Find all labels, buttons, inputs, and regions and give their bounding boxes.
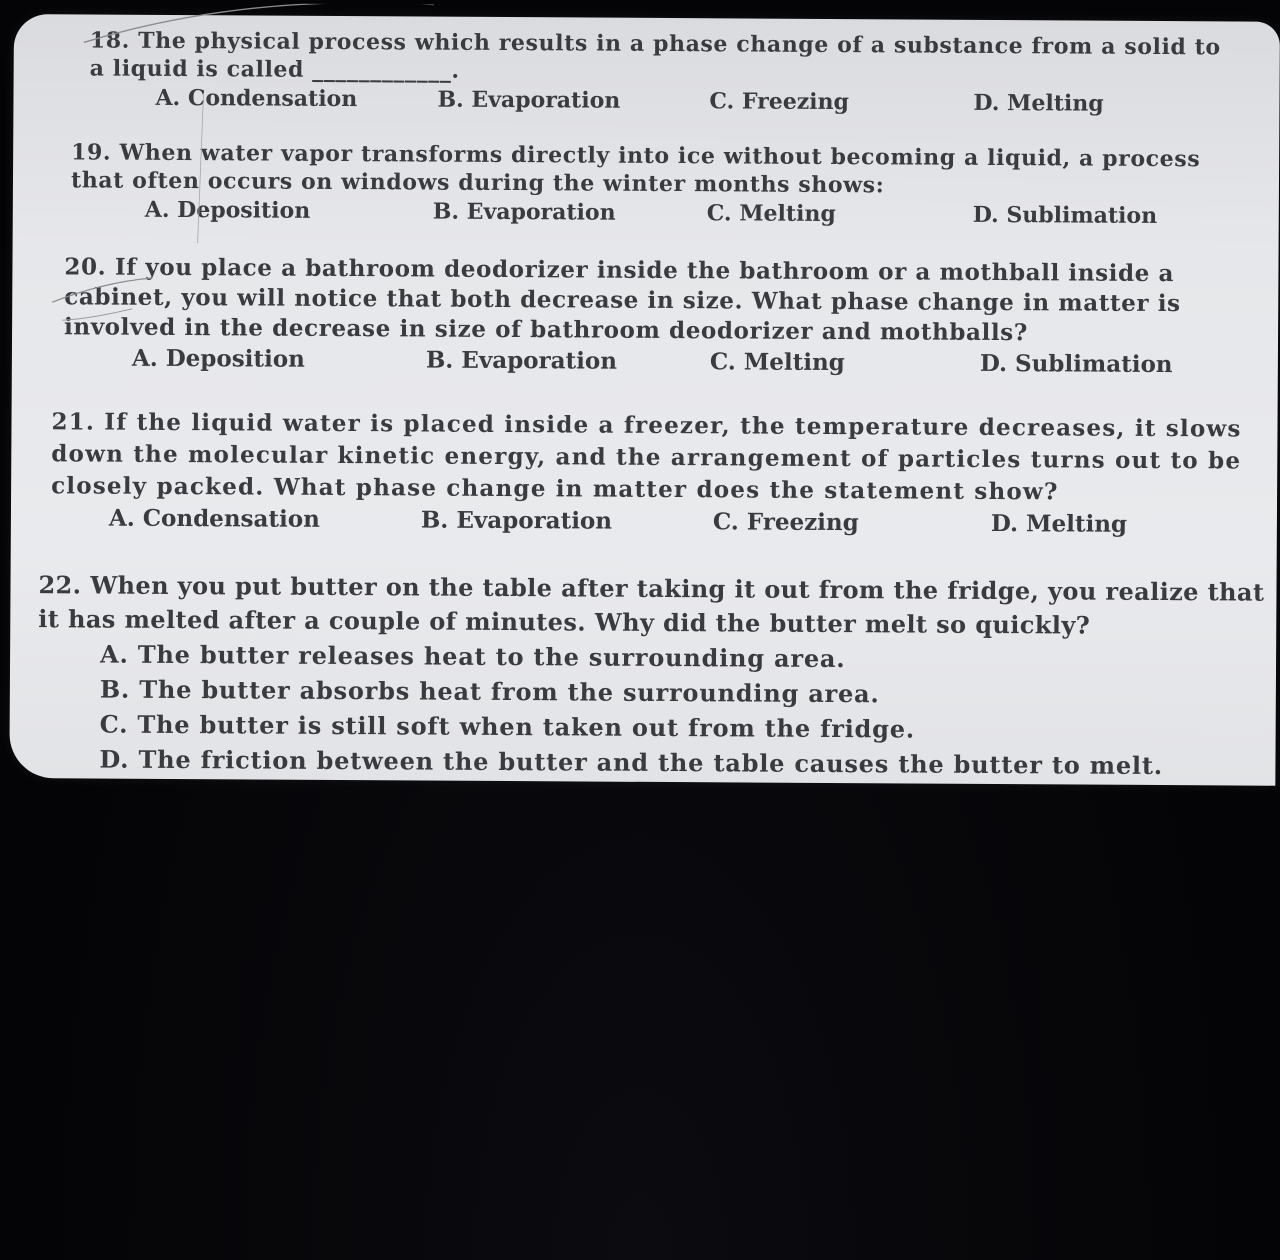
option-d[interactable]: D. Sublimation	[972, 201, 1158, 229]
question-number: 21.	[51, 408, 96, 436]
option-c[interactable]: C. Freezing	[709, 88, 850, 116]
option-a[interactable]: A. Deposition	[131, 344, 305, 373]
question-text: When water vapor transforms directly into ice without becoming a liquid, a process that often occurs on windows during the winter months shows:	[70, 139, 1201, 199]
option-a[interactable]: A. Deposition	[144, 196, 311, 224]
option-b[interactable]: B. Evaporation	[420, 506, 613, 535]
option-b[interactable]: B. Evaporation	[425, 346, 618, 375]
question-text: If you place a bathroom deodorizer inside the bathroom or a mothball inside a cabinet, you will notice that both decrease in size. What phase change in matter is involved in the decrease in size of bathroom deodorizer and mothballs?	[64, 253, 1181, 347]
question-18	[13, 26, 1280, 122]
question-number: 19.	[71, 139, 112, 166]
option-c[interactable]: C. Melting	[709, 348, 845, 377]
option-c[interactable]: C. Melting	[706, 200, 836, 228]
question-number: 18.	[89, 27, 130, 54]
option-d[interactable]: D. Sublimation	[979, 349, 1173, 379]
option-b[interactable]: B. Evaporation	[437, 86, 621, 114]
question-22-stem	[10, 568, 1276, 644]
worksheet-page	[9, 14, 1280, 786]
question-20-stem	[12, 252, 1279, 350]
option-b[interactable]: B. Evaporation	[432, 198, 616, 226]
question-18-stem	[14, 26, 1280, 90]
option-a[interactable]: A. Condensation	[108, 504, 320, 533]
option-d[interactable]: D. The friction between the butter and the table causes the butter to melt.	[99, 744, 1164, 781]
question-21	[11, 406, 1278, 542]
options-row	[11, 504, 1277, 542]
options-list	[9, 636, 1276, 784]
options-row	[13, 196, 1279, 234]
option-a[interactable]: A. The butter releases heat to the surrounding area.	[100, 639, 846, 674]
question-text: When you put butter on the table after taking it out from the fridge, you realize that it has melted after a couple of minutes. Why did the butter melt so quickly?	[38, 570, 1265, 640]
question-19-stem	[13, 138, 1279, 202]
question-22	[9, 568, 1276, 784]
option-d[interactable]: D. Melting	[990, 509, 1128, 538]
question-text: The physical process which results in a phase change of a substance from a solid to a liquid is called ____________.	[89, 27, 1221, 84]
option-c[interactable]: C. Freezing	[712, 508, 859, 537]
options-row	[12, 344, 1278, 382]
option-b[interactable]: B. The butter absorbs heat from the surrounding area.	[99, 674, 880, 709]
question-21-stem	[11, 406, 1278, 510]
options-row	[13, 84, 1279, 122]
question-number: 22.	[38, 570, 82, 600]
option-d[interactable]: D. Melting	[973, 89, 1104, 117]
question-20	[12, 252, 1279, 382]
question-19	[13, 138, 1280, 234]
option-c[interactable]: C. The butter is still soft when taken out from the fridge.	[99, 709, 916, 744]
question-text: If the liquid water is placed inside a freezer, the temperature decreases, it slows down the molecular kinetic energy, and the arrangement of particles turns out to be closely packed. What phase change in matter does the statement show?	[51, 408, 1242, 506]
option-a[interactable]: A. Condensation	[155, 84, 358, 113]
question-number: 20.	[64, 253, 107, 281]
